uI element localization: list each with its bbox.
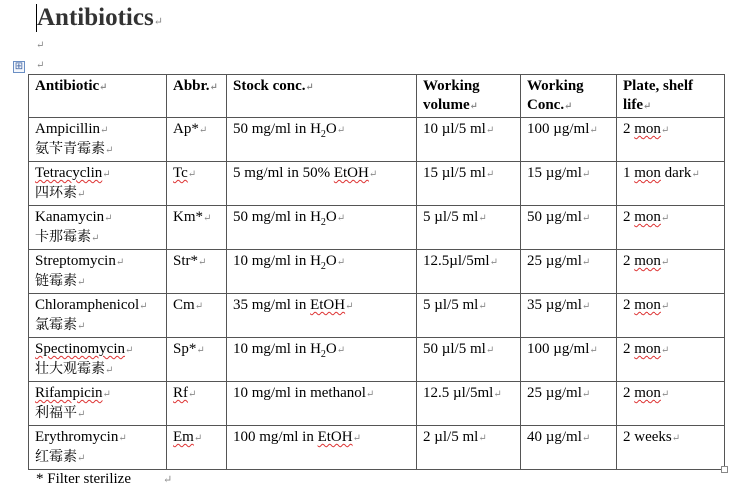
cell-mark: ↵ bbox=[198, 125, 208, 136]
footnote-text: * Filter sterilize bbox=[36, 471, 131, 487]
cell-mark: ↵ bbox=[581, 169, 591, 180]
cell-shelf-life[interactable]: 2 mon↵ bbox=[617, 338, 725, 382]
cell-working-conc[interactable]: 100 µg/ml↵ bbox=[521, 118, 617, 162]
cell-mark: ↵ bbox=[660, 257, 670, 268]
chinese-name: 四环素 bbox=[35, 185, 77, 201]
header-working-conc[interactable]: Working Conc.↵ bbox=[521, 75, 617, 118]
cell-mark: ↵ bbox=[660, 213, 670, 224]
footnote[interactable] bbox=[36, 469, 172, 490]
empty-paragraph[interactable]: ↵ bbox=[36, 40, 45, 51]
cell-stock-conc[interactable]: 50 mg/ml in $H_2O↵$ bbox=[227, 118, 417, 162]
cell-abbr[interactable]: Rf↵ bbox=[167, 382, 227, 426]
chinese-name: 利福平 bbox=[35, 405, 77, 421]
cell-mark: ↵ bbox=[478, 213, 487, 224]
cell-stock-conc[interactable]: 35 mg/ml in EtOH↵ bbox=[227, 294, 417, 338]
cell-shelf-life[interactable]: 2 weeks↵ bbox=[617, 426, 725, 470]
document-title[interactable] bbox=[37, 2, 163, 38]
cell-working-volume[interactable]: 12.5µl/5ml↵ bbox=[417, 250, 521, 294]
cell-antibiotic[interactable]: Rifampicin↵ 利福平↵ bbox=[29, 382, 167, 426]
cell-stock-conc[interactable]: 100 mg/ml in EtOH↵ bbox=[227, 426, 417, 470]
chinese-name: 氯霉素 bbox=[35, 317, 77, 333]
cell-mark: ↵ bbox=[660, 345, 670, 356]
cell-antibiotic[interactable]: Erythromycin↵ 红霉素↵ bbox=[29, 426, 167, 470]
cell-mark: ↵ bbox=[336, 257, 346, 268]
cell-working-conc[interactable]: 40 µg/ml↵ bbox=[521, 426, 617, 470]
paragraph-mark: ↵ bbox=[153, 16, 163, 28]
table-row bbox=[29, 426, 725, 470]
empty-paragraph[interactable]: ↵ bbox=[36, 60, 45, 71]
cell-mark: ↵ bbox=[198, 257, 207, 268]
cell-mark: ↵ bbox=[336, 125, 346, 136]
header-stock-conc[interactable]: Stock conc.↵ bbox=[227, 75, 417, 118]
cell-working-conc[interactable]: 15 µg/ml↵ bbox=[521, 162, 617, 206]
cell-mark: ↵ bbox=[660, 301, 670, 312]
cell-shelf-life[interactable]: 2 mon↵ bbox=[617, 294, 725, 338]
cell-working-volume[interactable]: 12.5 µl/5ml↵ bbox=[417, 382, 521, 426]
cell-abbr[interactable]: Sp*↵ bbox=[167, 338, 227, 382]
cell-mark: ↵ bbox=[194, 301, 204, 312]
cell-mark: ↵ bbox=[581, 433, 591, 444]
cell-antibiotic[interactable]: Streptomycin↵ 链霉素↵ bbox=[29, 250, 167, 294]
table-row bbox=[29, 118, 725, 162]
cell-mark: ↵ bbox=[188, 389, 197, 400]
cell-mark: ↵ bbox=[345, 301, 354, 312]
cell-mark: ↵ bbox=[691, 169, 700, 180]
cell-working-volume[interactable]: 5 µl/5 ml↵ bbox=[417, 206, 521, 250]
cell-mark: ↵ bbox=[589, 345, 598, 356]
table-header-row bbox=[29, 75, 725, 118]
paragraph-mark: ↵ bbox=[162, 474, 173, 486]
table-row bbox=[29, 294, 725, 338]
header-antibiotic[interactable]: Antibiotic↵ bbox=[29, 75, 167, 118]
cell-shelf-life[interactable]: 1 mon dark↵ bbox=[617, 162, 725, 206]
cell-working-conc[interactable]: 50 µg/ml↵ bbox=[521, 206, 617, 250]
cell-mark: ↵ bbox=[478, 433, 487, 444]
cell-mark: ↵ bbox=[581, 257, 591, 268]
cell-stock-conc[interactable]: 5 mg/ml in 50% EtOH↵ bbox=[227, 162, 417, 206]
antibiotics-table bbox=[28, 74, 725, 470]
cell-mark: ↵ bbox=[485, 169, 495, 180]
header-abbr[interactable]: Abbr.↵ bbox=[167, 75, 227, 118]
cell-mark: ↵ bbox=[493, 389, 502, 400]
cell-mark: ↵ bbox=[352, 433, 361, 444]
cell-mark: ↵ bbox=[489, 257, 498, 268]
cell-working-volume[interactable]: 10 µl/5 ml↵ bbox=[417, 118, 521, 162]
cell-mark: ↵ bbox=[485, 345, 495, 356]
cell-mark: ↵ bbox=[187, 169, 197, 180]
chinese-name: 氨苄青霉素 bbox=[35, 141, 105, 157]
cell-shelf-life[interactable]: 2 mon↵ bbox=[617, 118, 725, 162]
table-row bbox=[29, 206, 725, 250]
table-move-handle-icon[interactable]: ⊞ bbox=[14, 61, 24, 72]
title-text: Antibiotics bbox=[37, 4, 154, 31]
cell-stock-conc[interactable]: 50 mg/ml in $H_2O↵$ bbox=[227, 206, 417, 250]
table-row bbox=[29, 338, 725, 382]
cell-mark: ↵ bbox=[485, 125, 495, 136]
cell-antibiotic[interactable]: Chloramphenicol↵ 氯霉素↵ bbox=[29, 294, 167, 338]
header-plate-shelf-life[interactable]: Plate, shelf life↵ bbox=[617, 75, 725, 118]
cell-antibiotic[interactable]: Tetracyclin↵ 四环素↵ bbox=[29, 162, 167, 206]
table-row bbox=[29, 250, 725, 294]
cell-stock-conc[interactable]: 10 mg/ml in $H_2O↵$ bbox=[227, 338, 417, 382]
cell-mark: ↵ bbox=[193, 433, 203, 444]
cell-antibiotic[interactable]: Spectinomycin↵ 壮大观霉素↵ bbox=[29, 338, 167, 382]
cell-antibiotic[interactable]: Kanamycin↵ 卡那霉素↵ bbox=[29, 206, 167, 250]
header-working-volume[interactable]: Working volume↵ bbox=[417, 75, 521, 118]
cell-mark: ↵ bbox=[581, 213, 591, 224]
cell-mark: ↵ bbox=[660, 389, 670, 400]
cell-mark: ↵ bbox=[478, 301, 487, 312]
chinese-name: 壮大观霉素 bbox=[35, 361, 105, 377]
cell-working-conc[interactable]: 35 µg/ml↵ bbox=[521, 294, 617, 338]
cell-abbr[interactable]: Em↵ bbox=[167, 426, 227, 470]
cell-mark: ↵ bbox=[589, 125, 598, 136]
cell-mark: ↵ bbox=[581, 389, 591, 400]
cell-mark: ↵ bbox=[336, 213, 346, 224]
cell-mark: ↵ bbox=[660, 125, 670, 136]
cell-working-volume[interactable]: 2 µl/5 ml↵ bbox=[417, 426, 521, 470]
cell-working-volume[interactable]: 50 µl/5 ml↵ bbox=[417, 338, 521, 382]
table-row bbox=[29, 162, 725, 206]
cell-mark: ↵ bbox=[336, 345, 346, 356]
cell-working-volume[interactable]: 15 µl/5 ml↵ bbox=[417, 162, 521, 206]
chinese-name: 链霉素 bbox=[35, 273, 77, 289]
cell-shelf-life[interactable]: 2 mon↵ bbox=[617, 206, 725, 250]
cell-mark: ↵ bbox=[368, 169, 378, 180]
cell-abbr[interactable]: Str*↵ bbox=[167, 250, 227, 294]
cell-mark: ↵ bbox=[365, 389, 375, 400]
chinese-name: 卡那霉素 bbox=[35, 229, 91, 245]
cell-working-conc[interactable]: 25 µg/ml↵ bbox=[521, 382, 617, 426]
cell-abbr[interactable]: Km*↵ bbox=[167, 206, 227, 250]
cell-abbr[interactable]: Ap*↵ bbox=[167, 118, 227, 162]
cell-mark: ↵ bbox=[671, 433, 681, 444]
cell-stock-conc[interactable]: 10 mg/ml in $H_2O↵$ bbox=[227, 250, 417, 294]
cell-abbr[interactable]: Tc↵ bbox=[167, 162, 227, 206]
cell-shelf-life[interactable]: 2 mon↵ bbox=[617, 250, 725, 294]
cell-antibiotic[interactable]: Ampicillin↵ 氨苄青霉素↵ bbox=[29, 118, 167, 162]
cell-abbr[interactable]: Cm↵ bbox=[167, 294, 227, 338]
table-resize-handle[interactable] bbox=[721, 466, 728, 473]
table-row bbox=[29, 382, 725, 426]
cell-shelf-life[interactable]: 2 mon↵ bbox=[617, 382, 725, 426]
chinese-name: 红霉素 bbox=[35, 449, 77, 465]
cell-working-conc[interactable]: 100 µg/ml↵ bbox=[521, 338, 617, 382]
cell-mark: ↵ bbox=[581, 301, 591, 312]
cell-mark: ↵ bbox=[196, 345, 205, 356]
cell-mark: ↵ bbox=[203, 213, 212, 224]
cell-working-volume[interactable]: 5 µl/5 ml↵ bbox=[417, 294, 521, 338]
cell-working-conc[interactable]: 25 µg/ml↵ bbox=[521, 250, 617, 294]
cell-stock-conc[interactable]: 10 mg/ml in methanol↵ bbox=[227, 382, 417, 426]
